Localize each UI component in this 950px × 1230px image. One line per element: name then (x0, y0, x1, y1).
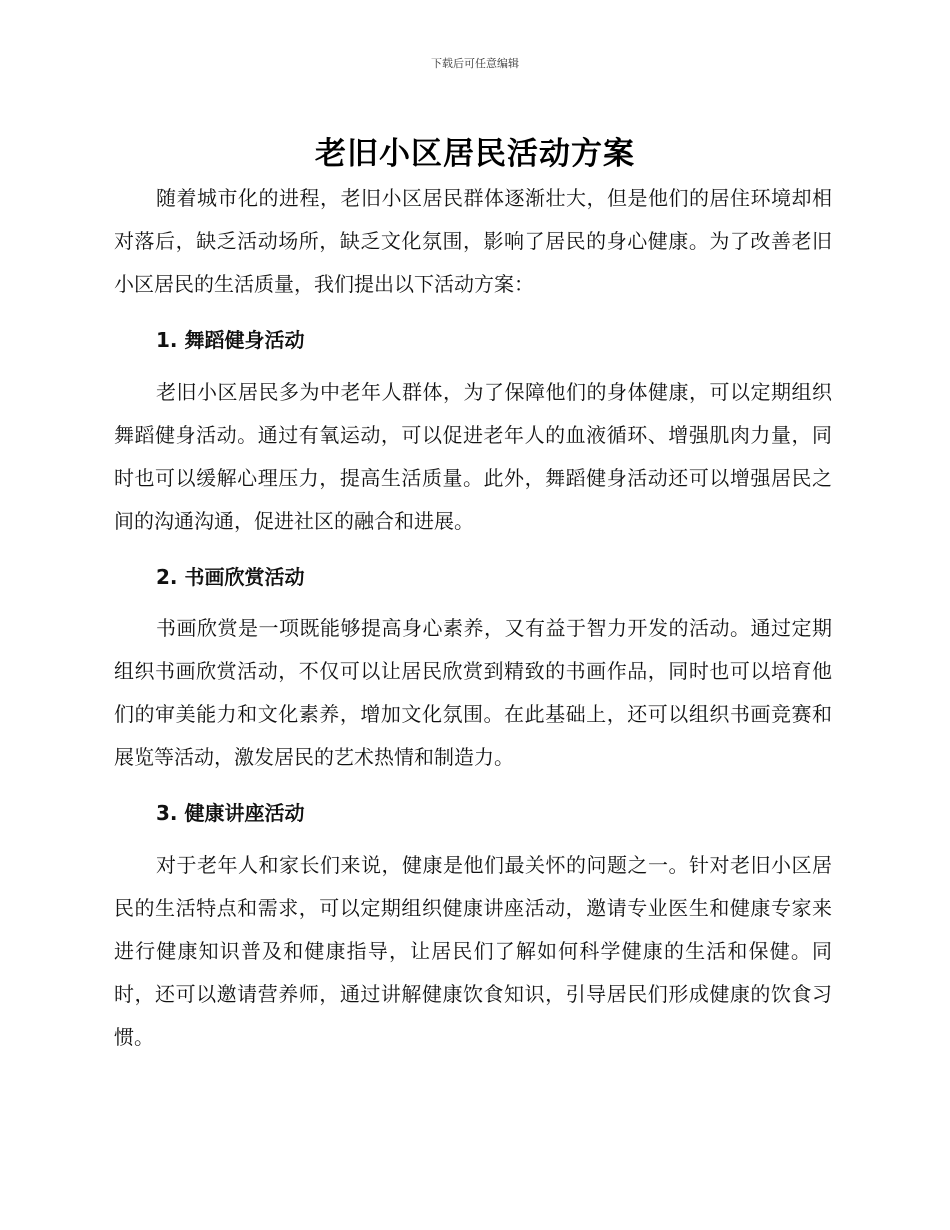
document-title: 老旧小区居民活动方案 (315, 136, 635, 172)
section-heading-calligraphy: 2. 书画欣赏活动 (156, 565, 305, 589)
section-body-dance: 老旧小区居民多为中老年人群体，为了保障他们的身体健康，可以定期组织舞蹈健身活动。通过有氧运动，可以促进老年人的血液循环、增强肌肉力量，同时也可以缓解心理压力，提高生活质量。此外，舞蹈健身活动还可以增强居民之间的沟通沟通，促进社区的融合和进展。 (114, 380, 832, 533)
section-heading-health: 3. 健康讲座活动 (156, 801, 305, 825)
section-body-health: 对于老年人和家长们来说，健康是他们最关怀的问题之一。针对老旧小区居民的生活特点和需求，可以定期组织健康讲座活动，邀请专业医生和健康专家来进行健康知识普及和健康指导，让居民们了解如何科学健康的生活和保健。同时，还可以邀请营养师，通过讲解健康饮食知识，引导居民们形成健康的饮食习惯。 (114, 853, 832, 1049)
header-note: 下载后可任意编辑 (431, 57, 519, 70)
intro-paragraph: 随着城市化的进程，老旧小区居民群体逐渐壮大，但是他们的居住环境却相对落后，缺乏活动场所，缺乏文化氛围，影响了居民的身心健康。为了改善老旧小区居民的生活质量，我们提出以下活动方案： (114, 186, 832, 296)
section-heading-dance: 1. 舞蹈健身活动 (156, 328, 305, 352)
section-body-calligraphy: 书画欣赏是一项既能够提高身心素养，又有益于智力开发的活动。通过定期组织书画欣赏活动，不仅可以让居民欣赏到精致的书画作品，同时也可以培育他们的审美能力和文化素养，增加文化氛围。在此基础上，还可以组织书画竞赛和展览等活动，激发居民的艺术热情和制造力。 (114, 616, 832, 769)
